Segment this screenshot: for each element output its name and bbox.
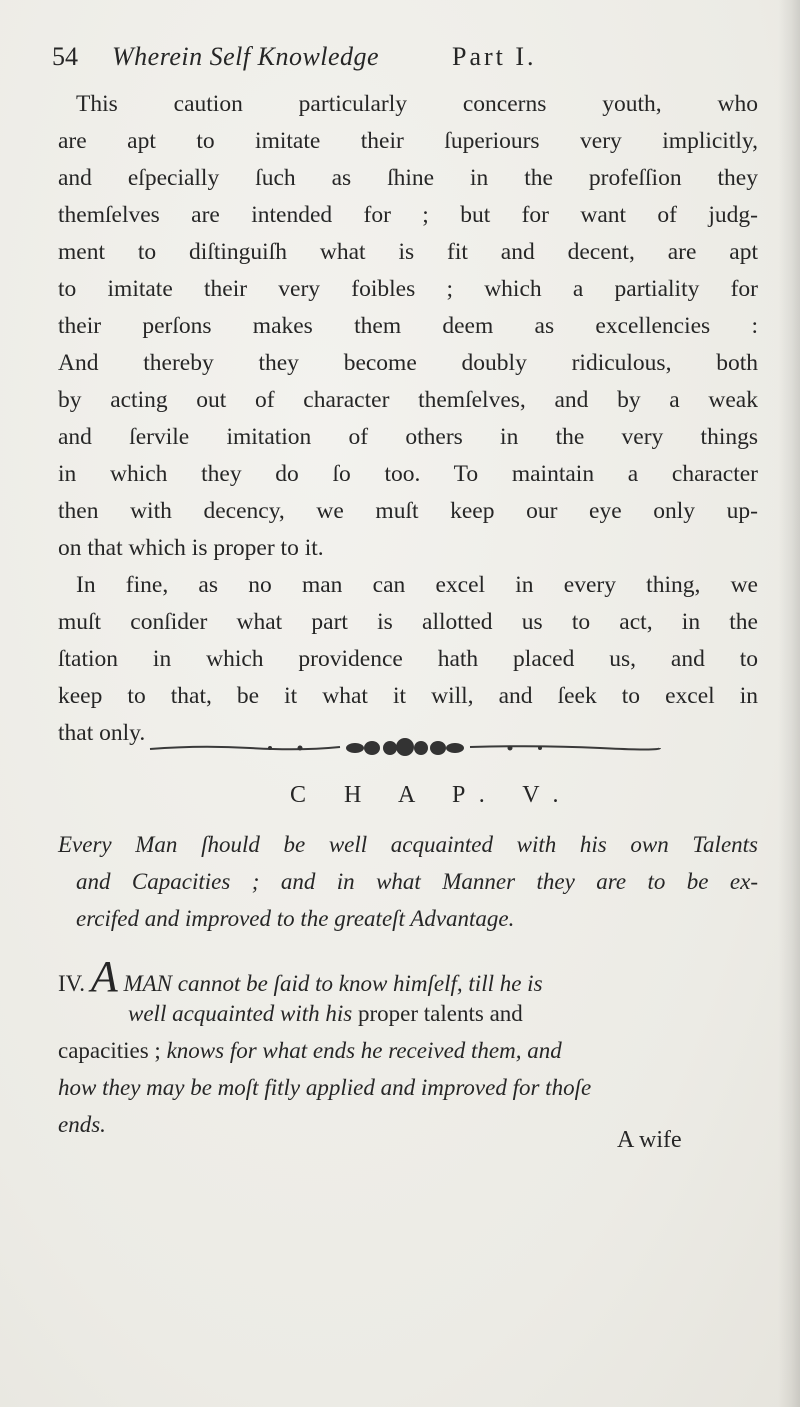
text-line: muſt conſider what part is allotted us to act, in the xyxy=(58,609,758,635)
section-text: proper talents and xyxy=(358,1001,523,1026)
chapter-heading: C H A P. V. xyxy=(290,782,575,808)
part-label: Part I. xyxy=(452,42,537,71)
section-iv xyxy=(58,952,758,1143)
catchword: A wife xyxy=(617,1127,682,1153)
text-line: This caution particularly concerns youth, who xyxy=(76,91,758,117)
drop-cap: A xyxy=(90,952,118,1001)
text-line: And thereby they become doubly ridiculous, both xyxy=(58,350,758,376)
text-line: and ſervile imitation of others in the very things xyxy=(58,424,758,450)
printers-ornament xyxy=(140,736,670,760)
text-line: ſtation in which providence hath placed us, and to xyxy=(58,646,758,672)
section-text: well acquainted with his xyxy=(128,1001,353,1026)
page-edge-shadow xyxy=(778,0,800,1407)
text-line: by acting out of character themſelves, and by a weak xyxy=(58,387,758,413)
summary-line: ercifed and improved to the greateſt Advantage. xyxy=(76,906,515,931)
section-number: IV. xyxy=(58,971,86,996)
text-line: themſelves are intended for ; but for want of judg- xyxy=(58,202,758,228)
text-line: and eſpecially ſuch as ſhine in the profeſſion they xyxy=(58,165,758,191)
section-text: knows for what ends he received them, and xyxy=(166,1038,562,1063)
text-line: In fine, as no man can excel in every thing, we xyxy=(76,572,758,598)
section-text: MAN cannot be ſaid to know himſelf, till he is xyxy=(123,971,543,996)
chapter-summary xyxy=(58,826,758,937)
page-header xyxy=(52,42,752,92)
text-line: their perſons makes them deem as excellencies : xyxy=(58,313,758,339)
text-line: that only. xyxy=(58,720,146,746)
body-text xyxy=(58,86,758,752)
section-line: how they may be moſt fitly applied and improved for thoſe xyxy=(58,1075,592,1100)
section-line: ends. xyxy=(58,1112,106,1137)
summary-line: Every Man ſhould be well acquainted with his own Talents xyxy=(58,832,758,857)
ornament-graphic xyxy=(140,736,670,760)
section-line xyxy=(58,952,758,1001)
section-text: capacities ; xyxy=(58,1038,161,1063)
text-line: keep to that, be it what it will, and ſeek to excel in xyxy=(58,683,758,709)
running-title: Wherein Self Knowledge xyxy=(112,42,380,71)
text-line: then with decency, we muſt keep our eye only up- xyxy=(58,498,758,524)
page-number: 54 xyxy=(52,42,78,71)
text-line: on that which is proper to it. xyxy=(58,535,324,561)
section-line xyxy=(58,1032,758,1069)
text-line: ment to diſtinguiſh what is fit and decent, are apt xyxy=(58,239,758,265)
text-line: are apt to imitate their ſuperiours very implicitly, xyxy=(58,128,758,154)
summary-line: and Capacities ; and in what Manner they are to be ex- xyxy=(76,869,758,894)
text-line: in which they do ſo too. To maintain a character xyxy=(58,461,758,487)
section-line xyxy=(58,995,758,1032)
text-line: to imitate their very foibles ; which a partiality for xyxy=(58,276,758,302)
